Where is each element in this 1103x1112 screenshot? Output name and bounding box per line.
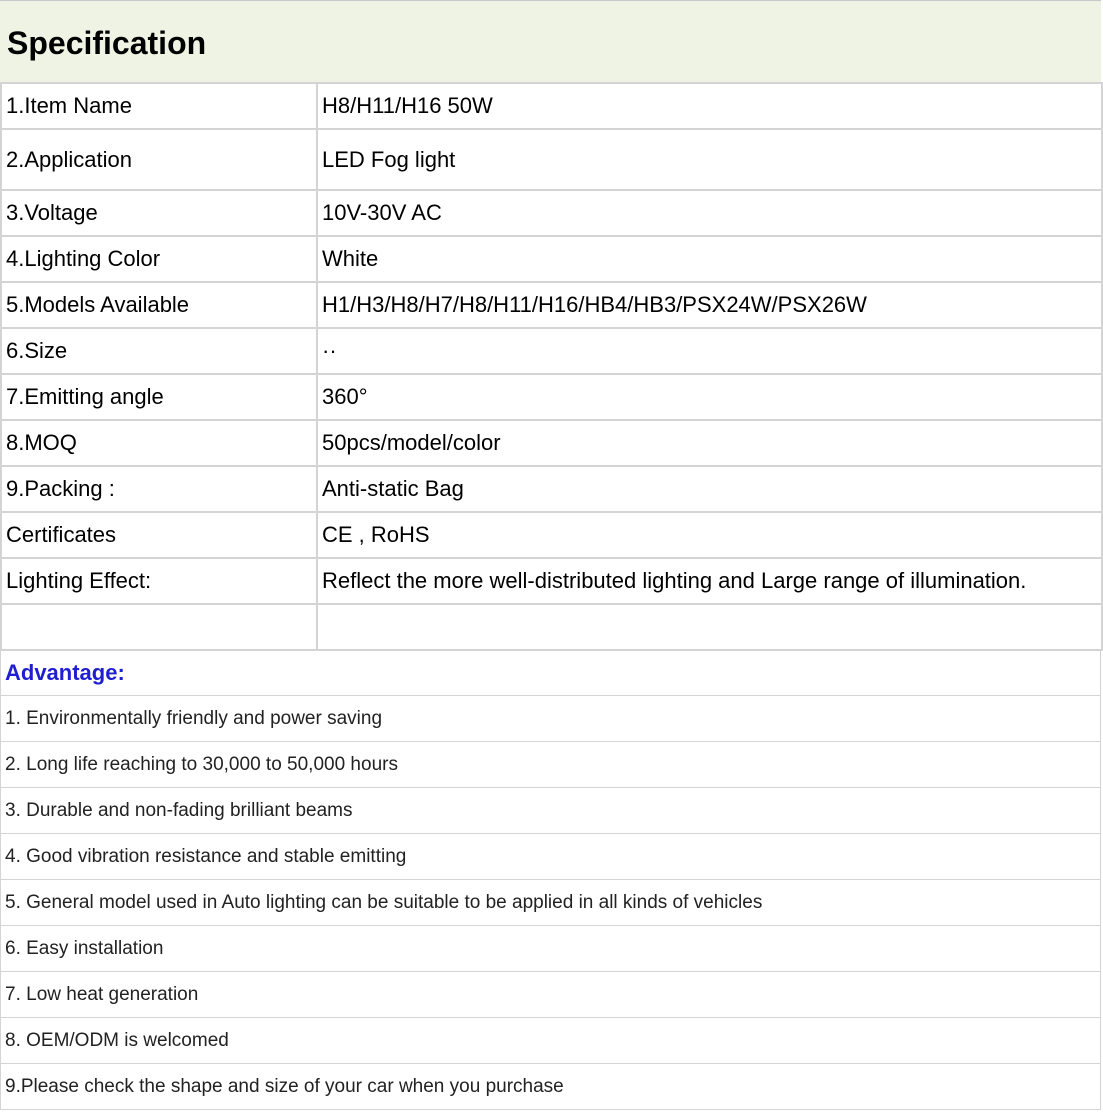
spec-label: Certificates <box>1 512 317 558</box>
advantage-item: 4. Good vibration resistance and stable emitting <box>0 834 1101 880</box>
spec-label: 8.MOQ <box>1 420 317 466</box>
spec-row-lighting-effect <box>1 558 1102 604</box>
spec-value: Reflect the more well-distributed lighting and Large range of illumination. <box>317 558 1102 604</box>
spec-row-certificates <box>1 512 1102 558</box>
page-title: Specification <box>7 25 207 61</box>
spec-value: CE , RoHS <box>317 512 1102 558</box>
spec-row-voltage <box>1 190 1102 236</box>
spec-row-application <box>1 129 1102 190</box>
spec-label <box>1 604 317 650</box>
spec-label: 3.Voltage <box>1 190 317 236</box>
spec-row-emitting-angle <box>1 374 1102 420</box>
advantage-item: 3. Durable and non-fading brilliant beams <box>0 788 1101 834</box>
advantage-heading: Advantage: <box>0 650 1101 696</box>
spec-label: 9.Packing : <box>1 466 317 512</box>
spec-value: 10V-30V AC <box>317 190 1102 236</box>
spec-row-item-name <box>1 83 1102 129</box>
advantage-item: 9.Please check the shape and size of your car when you purchase <box>0 1064 1101 1110</box>
spec-value: H8/H11/H16 50W <box>317 83 1102 129</box>
spec-value <box>317 604 1102 650</box>
advantage-item: 2. Long life reaching to 30,000 to 50,000 hours <box>0 742 1101 788</box>
spec-row-models <box>1 282 1102 328</box>
spec-label: 1.Item Name <box>1 83 317 129</box>
advantage-item: 1. Environmentally friendly and power saving <box>0 696 1101 742</box>
spec-row-lighting-color <box>1 236 1102 282</box>
spec-table <box>0 82 1103 651</box>
advantage-item: 6. Easy installation <box>0 926 1101 972</box>
spec-value: LED Fog light <box>317 129 1102 190</box>
title-bar <box>0 0 1101 83</box>
spec-row-moq <box>1 420 1102 466</box>
advantage-item: 5. General model used in Auto lighting can be suitable to be applied in all kinds of vehicles <box>0 880 1101 926</box>
spec-label: 4.Lighting Color <box>1 236 317 282</box>
spec-value: H1/H3/H8/H7/H8/H11/H16/HB4/HB3/PSX24W/PSX26W <box>317 282 1102 328</box>
spec-label: 6.Size <box>1 328 317 374</box>
spec-value: White <box>317 236 1102 282</box>
spec-row-empty <box>1 604 1102 650</box>
spec-value: ·· <box>317 328 1102 374</box>
spec-row-packing <box>1 466 1102 512</box>
advantage-item: 7. Low heat generation <box>0 972 1101 1018</box>
spec-label: 7.Emitting angle <box>1 374 317 420</box>
advantage-item: 8. OEM/ODM is welcomed <box>0 1018 1101 1064</box>
spec-value: 360° <box>317 374 1102 420</box>
spec-value: 50pcs/model/color <box>317 420 1102 466</box>
spec-value: Anti-static Bag <box>317 466 1102 512</box>
spec-label: 2.Application <box>1 129 317 190</box>
spec-row-size <box>1 328 1102 374</box>
spec-label: 5.Models Available <box>1 282 317 328</box>
spec-label: Lighting Effect: <box>1 558 317 604</box>
